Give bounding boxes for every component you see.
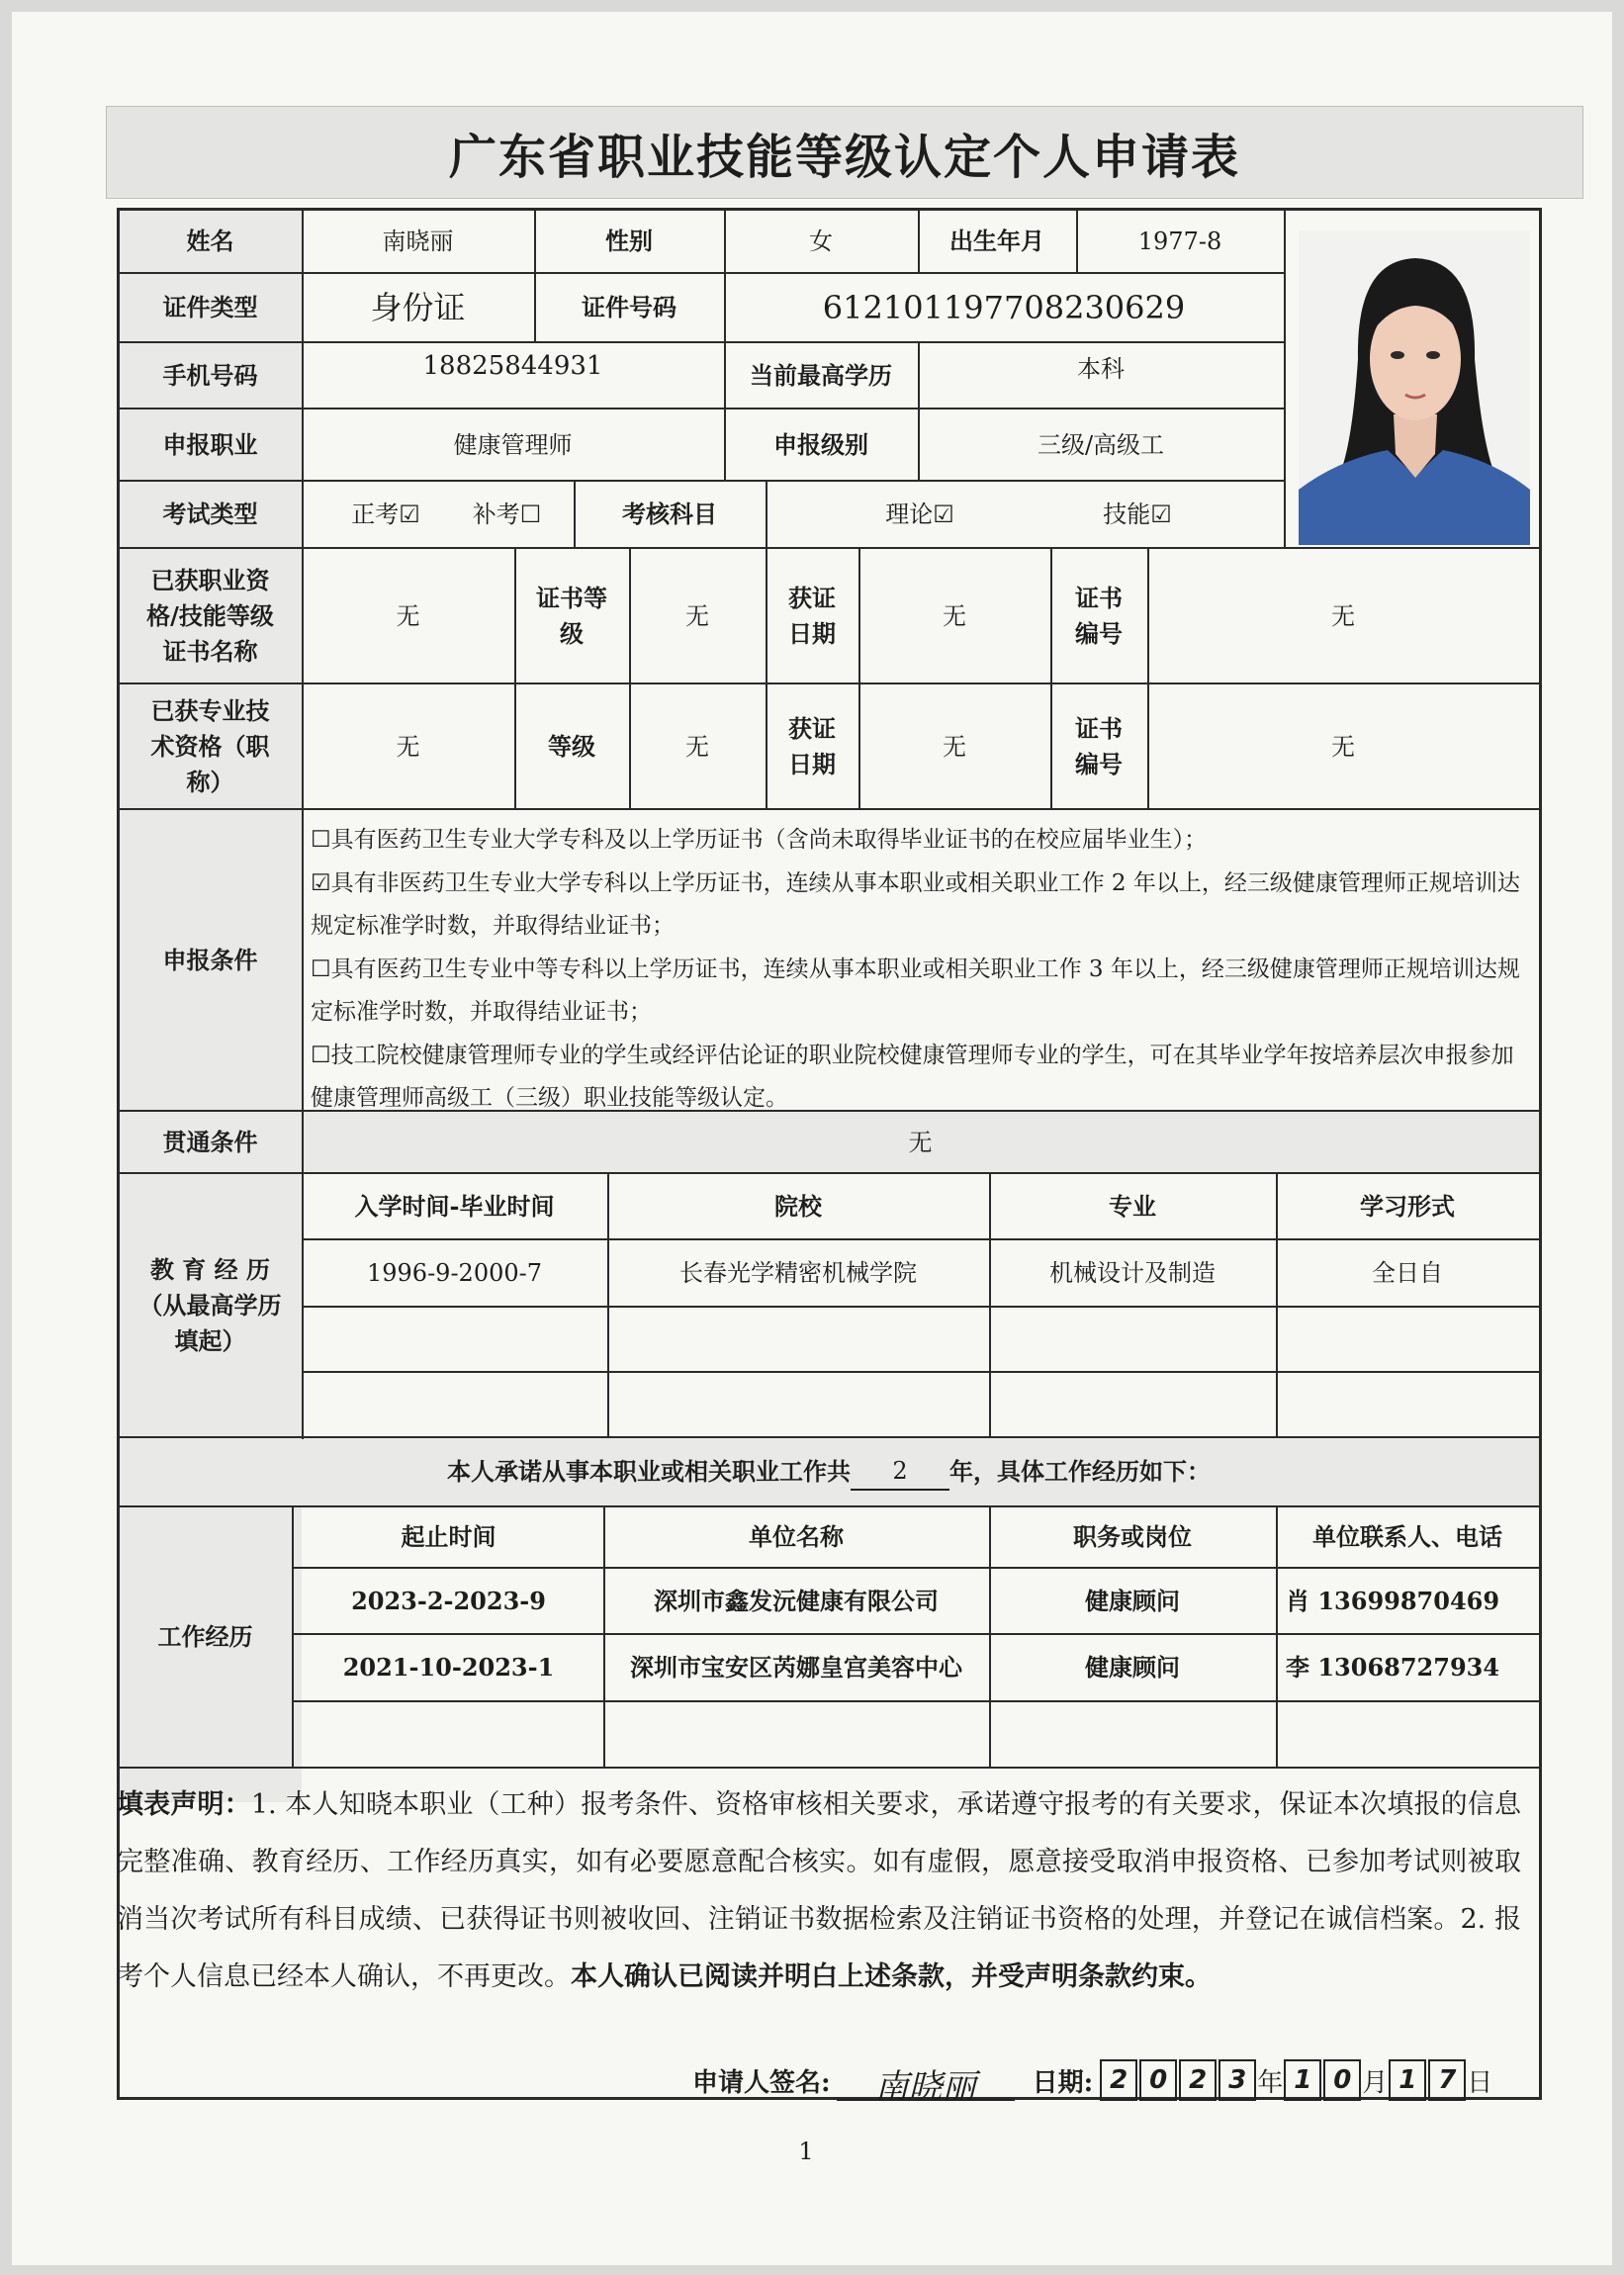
cert-name-label: 已获职业资 格/技能等级 证书名称 [146, 565, 274, 666]
subject-theory-checkbox[interactable]: 理论☑ [885, 500, 954, 528]
gender-label: 性别 [605, 226, 653, 255]
education-label: 教 育 经 历 （从最高学历 填起） [138, 1254, 282, 1355]
birth-label: 出生年月 [949, 226, 1044, 255]
cert-name-value[interactable]: 无 [396, 601, 420, 630]
work-row2-employer[interactable]: 深圳市宝安区芮娜皇宫美容中心 [630, 1653, 962, 1682]
declaration-text [117, 1776, 1521, 2006]
condition-option-3[interactable]: ☐具有医药卫生专业中等专科以上学历证书，连续从事本职业或相关职业工作 3 年以上，经三级健康管理师正规培训达规定标准学时数，并取得结业证书； [311, 956, 1520, 1025]
cert-date-value[interactable]: 无 [943, 601, 966, 630]
edu-header-school: 院校 [774, 1191, 822, 1221]
conditions-list [311, 819, 1527, 1121]
cert-date-label: 获证 日期 [788, 583, 836, 648]
day-unit: 日 [1467, 2067, 1493, 2098]
declaration-confirm: 本人确认已阅读并明白上述条款，并受声明条款约束。 [571, 1961, 1212, 1992]
name-label: 姓名 [186, 226, 234, 255]
work-row1-contact[interactable]: 肖 13699870469 [1286, 1586, 1500, 1615]
edu-header-period: 入学时间-毕业时间 [354, 1191, 555, 1221]
occupation-label: 申报职业 [162, 429, 258, 459]
edu-row-mode[interactable]: 全日自 [1372, 1259, 1443, 1287]
edu-row-period[interactable]: 1996-9-2000-7 [366, 1259, 543, 1287]
cert-no-value[interactable]: 无 [1331, 601, 1355, 630]
occupation-value[interactable]: 健康管理师 [453, 430, 573, 459]
day-boxes[interactable]: 1 7 [1388, 2059, 1467, 2101]
edu-header-mode: 学习形式 [1360, 1191, 1455, 1221]
id-no-value[interactable]: 612101197708230629 [822, 289, 1186, 326]
cert-grade-value[interactable]: 无 [685, 601, 709, 630]
tech-qual-value[interactable]: 无 [396, 732, 420, 761]
date-label: 日期: [1032, 2067, 1094, 2098]
exam-regular-checkbox[interactable]: 正考☑ [351, 500, 420, 528]
month-unit: 月 [1362, 2067, 1389, 2098]
tech-qual-label: 已获专业技 术资格（职 称） [150, 695, 270, 796]
work-row2-period[interactable]: 2021-10-2023-1 [342, 1653, 555, 1682]
edu-level-value[interactable]: 本科 [1077, 354, 1125, 383]
level-value[interactable]: 三级/高级工 [1037, 430, 1165, 459]
signer-label: 申请人签名: [692, 2067, 831, 2098]
exam-type-label: 考试类型 [162, 500, 258, 528]
cert-grade-label: 证书等 级 [536, 583, 607, 648]
edu-row-major[interactable]: 机械设计及制造 [1049, 1259, 1216, 1287]
tech-date-value[interactable]: 无 [943, 732, 966, 761]
month-boxes[interactable]: 1 0 [1283, 2059, 1362, 2101]
condition-option-4[interactable]: ☐技工院校健康管理师专业的学生或经评估论证的职业院校健康管理师专业的学生，可在其毕业学年按培养层次申报参加健康管理师高级工（三级）职业技能等级认定。 [311, 1042, 1514, 1111]
work-commitment: 本人承诺从事本职业或相关职业工作共 2 年，具体工作经历如下： [119, 1438, 1539, 1505]
edu-row-school[interactable]: 长春光学精密机械学院 [679, 1259, 917, 1287]
signature-field[interactable]: 南晓丽 [837, 2059, 1015, 2101]
level-label: 申报级别 [773, 429, 868, 459]
work-row1-position[interactable]: 健康顾问 [1085, 1586, 1180, 1615]
exam-subject-label: 考核科目 [622, 500, 717, 528]
condition-option-2[interactable]: ☑具有非医药卫生专业大学专科以上学历证书，连续从事本职业或相关职业工作 2 年以上，经三级健康管理师正规培训达规定标准学时数，并取得结业证书； [311, 869, 1520, 939]
work-row1-employer[interactable]: 深圳市鑫发沅健康有限公司 [654, 1586, 939, 1615]
year-boxes[interactable]: 2 0 2 3 [1099, 2059, 1257, 2101]
applicant-photo [1299, 230, 1530, 545]
id-type-label: 证件类型 [162, 293, 258, 321]
conditions-label: 申报条件 [162, 945, 258, 974]
cert-no-label: 证书 编号 [1075, 583, 1123, 648]
work-years-value[interactable]: 2 [851, 1453, 949, 1491]
tech-grade-label: 等级 [548, 731, 595, 761]
gender-value[interactable]: 女 [809, 227, 833, 255]
work-header-period: 起止时间 [401, 1522, 496, 1551]
tech-no-value[interactable]: 无 [1331, 732, 1355, 761]
transfer-label: 贯通条件 [162, 1127, 258, 1156]
declaration-body: 1. 本人知晓本职业（工种）报考条件、资格审核相关要求，承诺遵守报考的有关要求，保证本次填报的信息完整准确、教育经历、工作经历真实，如有必要愿意配合核实。如有虚假，愿意接受取消申报资格、已参加考试则被取消当次考试所有科目成绩、已获得证书则被收回、注销证书数据检索及注销证书资格的处理，并登记在诚信档案。2. 报考个人信息已经本人确认，不再更改。 [117, 1789, 1522, 1992]
tech-no-label: 证书 编号 [1075, 713, 1123, 778]
tech-grade-value[interactable]: 无 [685, 732, 709, 761]
form-title: 广东省职业技能等级认定个人申请表 [448, 129, 1240, 185]
edu-level-label: 当前最高学历 [750, 360, 892, 390]
id-no-label: 证件号码 [582, 293, 677, 321]
condition-option-1[interactable]: ☐具有医药卫生专业大学专科及以上学历证书（含尚未取得毕业证书的在校应届毕业生）； [311, 827, 1208, 853]
work-header-contact: 单位联系人、电话 [1312, 1522, 1502, 1551]
declaration-lead: 填表声明： [117, 1789, 251, 1820]
phone-label: 手机号码 [162, 360, 258, 390]
year-unit: 年 [1257, 2067, 1284, 2098]
work-label: 工作经历 [157, 1622, 253, 1651]
page-number: 1 [798, 2138, 814, 2165]
tech-date-label: 获证 日期 [788, 713, 836, 778]
exam-makeup-checkbox[interactable]: 补考☐ [472, 500, 542, 528]
edu-header-major: 专业 [1109, 1191, 1156, 1221]
id-type-value[interactable]: 身份证 [370, 289, 466, 326]
work-row1-period[interactable]: 2023-2-2023-9 [351, 1586, 546, 1615]
work-header-employer: 单位名称 [749, 1522, 844, 1551]
birth-value[interactable]: 1977-8 [1137, 227, 1222, 255]
work-row2-position[interactable]: 健康顾问 [1085, 1653, 1180, 1682]
title-bar [106, 106, 1583, 199]
subject-skill-checkbox[interactable]: 技能☑ [1103, 500, 1172, 528]
phone-value[interactable]: 18825844931 [422, 351, 603, 381]
name-value[interactable]: 南晓丽 [382, 227, 454, 255]
work-header-position: 职务或岗位 [1073, 1522, 1192, 1551]
signature-line [692, 2057, 1493, 2107]
transfer-value[interactable]: 无 [908, 1128, 933, 1156]
portrait-image [1299, 230, 1530, 545]
work-row2-contact[interactable]: 李 13068727934 [1286, 1653, 1500, 1682]
